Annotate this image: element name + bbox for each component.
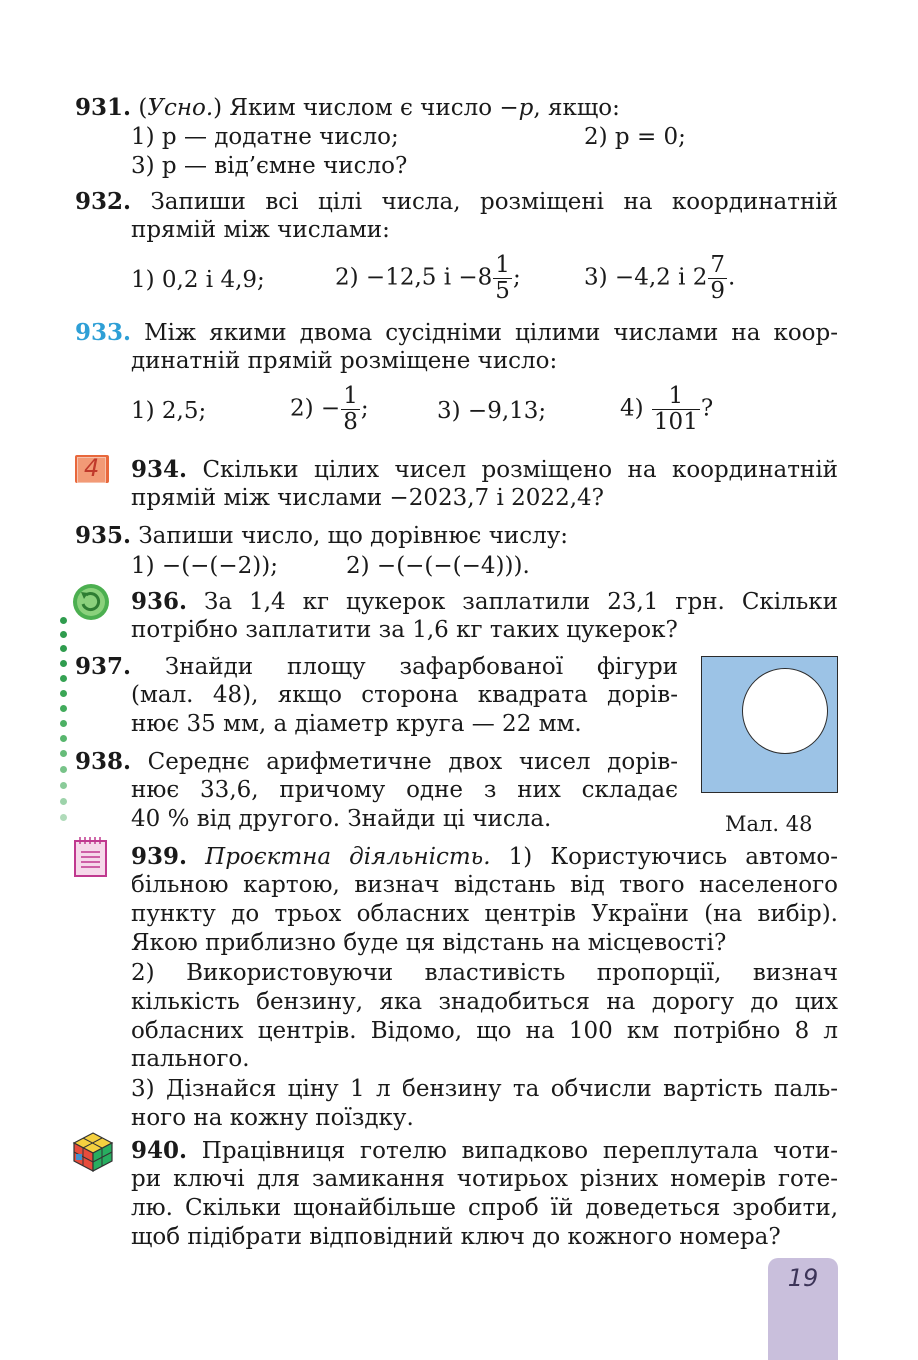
problem-933-item-3: 3) −9,13;: [437, 398, 547, 424]
problem-number: 935.: [75, 522, 132, 549]
problem-939-line-2: більною картою, визнач відстань від твого населеного: [131, 872, 838, 898]
problem-940-line-1: 940. Працівниця готелю випадково переплутала чоти-: [131, 1137, 838, 1164]
problem-932-item-2: 2) −12,5 і −8 $\frac{1}{5}$ ;: [335, 252, 521, 304]
problem-939-line-9: 3) Дізнайся ціну 1 л бензину та обчисли вартість паль-: [131, 1076, 838, 1102]
notebook-icon: [72, 836, 108, 878]
problem-938-line-3: 40 % від другого. Знайди ці числа.: [131, 806, 552, 832]
figure-caption: Мал. 48: [725, 812, 813, 836]
problem-931-line-1: 931. (Усно.) Яким числом є число −p, якщо:: [75, 94, 620, 121]
problem-940-line-3: лю. Скільки щонайбільше спроб їй доведеться зробити,: [131, 1195, 838, 1221]
problem-936-line-2: потрібно заплатити за 1,6 кг таких цукерок?: [131, 617, 678, 643]
problem-936-line-1: 936. За 1,4 кг цукерок заплатили 23,1 грн. Скільки: [131, 588, 838, 615]
problem-939-line-10: ного на кожну поїздку.: [131, 1105, 414, 1131]
problem-939-line-1: 939. Проєктна діяльність. 1) Користуючись автомо-: [131, 843, 838, 870]
problem-933-item-1: 1) 2,5;: [131, 398, 207, 424]
problem-932-item-3: 3) −4,2 і 2 $\frac{7}{9}$ .: [584, 252, 736, 304]
page-number: 19: [787, 1264, 819, 1292]
problem-935-item-2: 2) −(−(−(−4))).: [346, 553, 530, 579]
problem-940-line-2: ри ключі для замикання чотирьох різних номерів готе-: [131, 1166, 838, 1192]
rubiks-cube-icon: [72, 1131, 114, 1173]
problem-933-item-4: 4) $\frac{1}{101}$ ?: [620, 383, 714, 435]
figure-48-circle: [742, 668, 828, 754]
problem-number: 939.: [131, 843, 188, 870]
problem-933-item-2: 2) − $\frac{1}{8}$ ;: [290, 383, 369, 435]
problem-939-line-6: кількість бензину, яка знадобиться на дорогу до цих: [131, 989, 838, 1015]
problem-939-line-7: обласних центрів. Відомо, що на 100 км потрібно 8 л: [131, 1018, 838, 1044]
problem-939-line-3: пункту до трьох обласних центрів України (на вибір).: [131, 901, 838, 927]
problem-940-line-4: щоб підібрати відповідний ключ до кожного номера?: [131, 1224, 781, 1250]
problem-931-item-2: 2) p = 0;: [584, 124, 686, 150]
problem-932-line-1: 932. Запиши всі цілі числа, розміщені на координатній: [75, 188, 838, 215]
problem-932-line-2: прямій між числами:: [131, 217, 390, 243]
problem-932-item-1: 1) 0,2 і 4,9;: [131, 267, 265, 293]
problem-939-line-8: пального.: [131, 1046, 250, 1072]
problem-number: 933.: [75, 319, 132, 346]
problem-number: 938.: [75, 748, 132, 775]
problem-934-line-2: прямій між числами −2023,7 і 2022,4?: [131, 485, 604, 511]
problem-number: 940.: [131, 1137, 188, 1164]
problem-937-line-3: нює 35 мм, а діаметр круга — 22 мм.: [131, 711, 582, 737]
problem-935-line-1: 935. Запиши число, що дорівнює числу:: [75, 522, 568, 549]
page-number-tab: [768, 1258, 838, 1360]
repeat-icon: [72, 583, 110, 621]
problem-933-line-1: 933. Між якими двома сусідніми цілими числами на коор-: [75, 319, 839, 346]
problem-934-line-1: 934. Скільки цілих чисел розміщено на координатній: [131, 456, 839, 483]
figure-48-square: [701, 656, 838, 793]
problem-939-line-5: 2) Використовуючи властивість пропорції, визнач: [131, 960, 838, 986]
level-4-icon: 4: [75, 455, 109, 483]
problem-931-item-1: 1) p — додатне число;: [131, 124, 399, 150]
problem-931-item-3: 3) p — від’ємне число?: [131, 153, 408, 179]
problem-935-item-1: 1) −(−(−2));: [131, 553, 279, 579]
problem-number: 934.: [131, 456, 188, 483]
problem-number: 936.: [131, 588, 188, 615]
problem-938-line-2: нює 33,6, причому одне з них складає: [131, 777, 678, 803]
problem-937-line-1: 937. Знайди площу зафарбованої фігури: [75, 653, 678, 680]
problem-938-line-1: 938. Середнє арифметичне двох чисел дорів-: [75, 748, 678, 775]
problem-937-line-2: (мал. 48), якщо сторона квадрата дорів-: [131, 682, 678, 708]
problem-number: 931.: [75, 94, 132, 121]
problem-number: 937.: [75, 653, 132, 680]
problem-number: 932.: [75, 188, 132, 215]
problem-939-line-4: Якою приблизно буде ця відстань на місцевості?: [131, 930, 727, 956]
problem-933-line-2: динатній прямій розміщене число:: [131, 348, 558, 374]
